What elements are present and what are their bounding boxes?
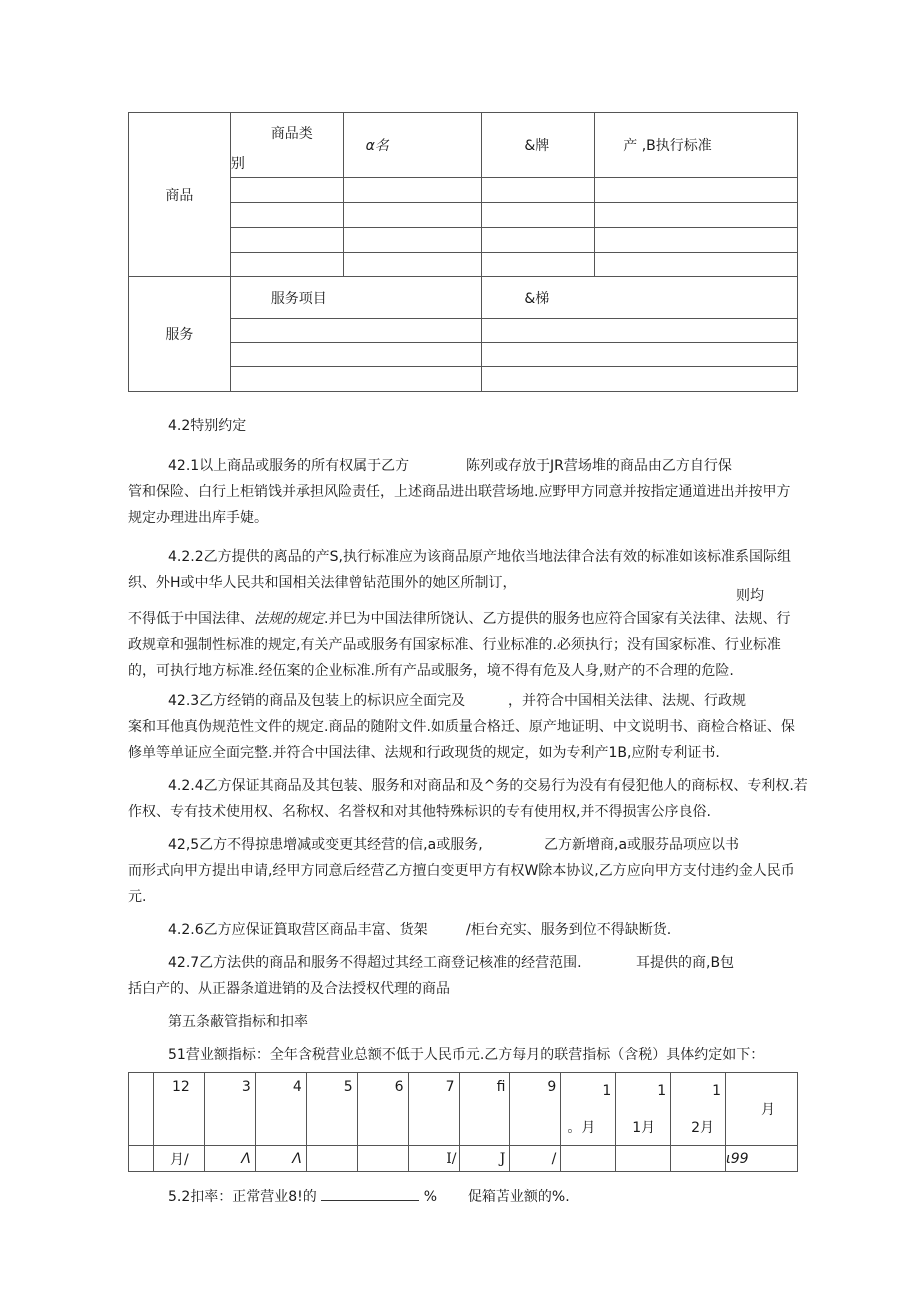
- clause-423-line1b: ，并符合中国相关法律、法规、行政规: [508, 693, 746, 709]
- month-cell: [726, 1073, 798, 1146]
- table-cell: [230, 178, 343, 203]
- month-cell: [616, 1073, 671, 1146]
- clause-422-line4: 政规章和强制性标准的规定,有关产品或服务有国家标准、行业标准的.必须执行；没有国家标准、行业标准: [128, 637, 781, 653]
- month-bottom-label: 2月: [691, 1120, 715, 1136]
- clause-423-line1a: 42.3乙方经销的商品及包装上的标识应全面完及: [168, 693, 466, 709]
- month-top-label: 12: [171, 1079, 190, 1095]
- table-cell: [482, 178, 595, 203]
- table-cell: [129, 1073, 154, 1146]
- target-cell: [306, 1146, 357, 1172]
- category-header: [230, 113, 343, 178]
- month-bottom-label: 。月: [567, 1120, 596, 1136]
- table-cell: [482, 367, 798, 392]
- clause-421-line3: 规定办理进出库手婕。: [128, 510, 268, 526]
- target-cell: /: [510, 1146, 561, 1172]
- target-cell: [357, 1146, 408, 1172]
- table-cell: [129, 1146, 154, 1172]
- table-cell: [595, 253, 798, 277]
- section-42-title: 4.2特别约定: [168, 418, 247, 434]
- monthly-target-table: [128, 1072, 798, 1172]
- clause-421-line1a: 42.1以上商品或服务的所有权属于乙方: [168, 458, 410, 474]
- month-cell: [357, 1073, 408, 1146]
- table-cell: [595, 228, 798, 253]
- clause-426-part1: 4.2.6乙方应保证篔取营区商品丰富、货架: [168, 922, 428, 938]
- clause-51: 51营业额指标：全年含税营业总额不低于人民币元.乙方每月的联营指标（含税）具体约定如下：: [168, 1047, 765, 1063]
- brand-header: &牌: [482, 113, 595, 178]
- clause-425-line1a: 42,5乙方不得掠患增减或变更其经营的信,a或服务,: [168, 837, 483, 853]
- category-header-line2: 别: [230, 156, 245, 172]
- name-header: α名: [343, 113, 482, 178]
- month-top-label: 4: [292, 1079, 302, 1095]
- clause-52-part2: 促箱苫业额的%.: [467, 1189, 570, 1205]
- month-top-label: 1: [712, 1083, 722, 1099]
- clause-423-line3: 修单等单证应全面完整.并符合中国法律、法规和行政现货的规定，如为专利产1B,应附专利证书.: [128, 745, 720, 761]
- table-cell: [230, 203, 343, 228]
- table-cell: [482, 228, 595, 253]
- table-cell: [343, 178, 482, 203]
- clause-422-line2-tail: 则均: [736, 588, 764, 604]
- target-cell: J: [459, 1146, 510, 1172]
- clause-423-line2: 案和耳他真伪规范性文件的规定.商品的随附文件.如质量合格迁、原产地证明、中文说明书、商检合格证、保: [128, 719, 795, 735]
- month-cell: [255, 1073, 306, 1146]
- month-bottom-label: 1月: [632, 1120, 656, 1136]
- clause-422-line3-part1: 不得低于中国法律、: [128, 611, 254, 627]
- table-cell: [230, 228, 343, 253]
- month-cell: [671, 1073, 726, 1146]
- table-cell: [482, 253, 595, 277]
- month-cell: [459, 1073, 510, 1146]
- month-cell: [510, 1073, 561, 1146]
- month-cell: [408, 1073, 459, 1146]
- month-top-label: 6: [394, 1079, 404, 1095]
- clause-425-line1b: 乙方新增商,a或服芬品项应以书: [544, 837, 740, 853]
- clause-52-percent: %: [423, 1189, 438, 1205]
- table-cell: [230, 343, 482, 367]
- table-cell: [482, 319, 798, 343]
- table-cell: [230, 253, 343, 277]
- goods-row-label: 商品: [129, 113, 231, 277]
- table-cell: [343, 253, 482, 277]
- clause-422-line2: 织、外H或中华人民共和国相关法律曾钻范围外的她区所制订，: [128, 575, 517, 591]
- table-cell: [482, 203, 595, 228]
- target-cell: ι99: [726, 1146, 798, 1172]
- table-cell: [343, 203, 482, 228]
- target-cell: [616, 1146, 671, 1172]
- month-cell: [153, 1073, 204, 1146]
- clause-421-line1b: 陈列或存放于JR营场堆的商品由乙方自行保: [466, 458, 732, 474]
- target-cell: [671, 1146, 726, 1172]
- clause-422-line3: [128, 608, 790, 628]
- table-cell: [595, 203, 798, 228]
- month-cell: [306, 1073, 357, 1146]
- clause-52: [168, 1186, 570, 1206]
- clause-422-line1: 4.2.2乙方提供的离品的产S,执行标准应为该商品原产地依当地法律合法有效的标准如该标准系国际组: [168, 549, 791, 565]
- goods-services-table: [128, 112, 798, 392]
- table-cell: [482, 343, 798, 367]
- table-cell: [230, 319, 482, 343]
- clause-422-line5: 的，可执行地方标准.经伍案的企业标准.所有产品或服务，境不得有危及人身,财产的不合理的危险.: [128, 663, 734, 679]
- clause-424-line1: 4.2.4乙方保证其商品及其包装、服务和对商品和及^务的交易行为没有有侵犯他人的商标权、专利权.若: [168, 778, 808, 794]
- month-cell: [561, 1073, 616, 1146]
- month-top-label: 5: [343, 1079, 353, 1095]
- clause-427-line1a: 42.7乙方法供的商品和服务不得超过其经工商登记核准的经营范围.: [168, 955, 582, 971]
- target-cell: [561, 1146, 616, 1172]
- table-cell: [230, 367, 482, 392]
- rate-blank-line: [321, 1187, 419, 1201]
- service-item-header: 服务项目: [230, 277, 482, 319]
- month-label: 月: [761, 1102, 775, 1118]
- clause-427-line2: 括白产的、从正器条道进销的及合法授权代理的商品: [128, 981, 450, 997]
- clause-426-part2: /柜台充实、服务到位不得缺断货.: [466, 922, 672, 938]
- clause-422-line3-part3: .并巳为中国法律所饶认、乙方提供的服务也应符合国家有关法律、法规、行: [324, 611, 791, 627]
- month-top-label: 7: [445, 1079, 455, 1095]
- month-top-label: 9: [547, 1079, 557, 1095]
- clause-422-line3-italic: 法规的规定: [254, 611, 324, 627]
- month-top-label: 1: [602, 1083, 612, 1099]
- month-top-label: fi: [496, 1079, 506, 1095]
- article-5-title: 第五条蔽管指标和扣率: [168, 1014, 308, 1030]
- month-top-label: 1: [657, 1083, 667, 1099]
- clause-425-line3: 元.: [128, 889, 147, 905]
- target-cell: Λ: [204, 1146, 255, 1172]
- table-cell: [343, 228, 482, 253]
- clause-427-line1b: 耳提供的商,B包: [636, 955, 735, 971]
- month-cell: [204, 1073, 255, 1146]
- target-cell: 月/: [153, 1146, 204, 1172]
- clause-425-line2: 而形式向甲方提出申请,经甲方同意后经营乙方擅白变更甲方有权W除本协议,乙方应向甲方支付违约金人民币: [128, 863, 795, 879]
- clause-52-part1: 5.2扣率：正常营业8!的: [168, 1189, 317, 1205]
- clause-421-line2: 管和保险、白行上柜销饯并承担风险责任，上述商品进出联营场地.应野甲方同意并按指定通道进出并按甲方: [128, 484, 791, 500]
- category-header-line1: 商品类: [270, 126, 313, 142]
- clause-424-line2: 作权、专有技术使用权、名称权、名誉权和对其他特殊标识的专有使用权,并不得损害公序良俗.: [128, 804, 711, 820]
- service-grade-header: &梯: [482, 277, 798, 319]
- target-cell: Λ: [255, 1146, 306, 1172]
- origin-standard-header: 产 ,B执行标准: [595, 113, 798, 178]
- services-row-label: 服务: [129, 277, 231, 392]
- target-cell: I/: [408, 1146, 459, 1172]
- table-cell: [595, 178, 798, 203]
- month-top-label: 3: [241, 1079, 251, 1095]
